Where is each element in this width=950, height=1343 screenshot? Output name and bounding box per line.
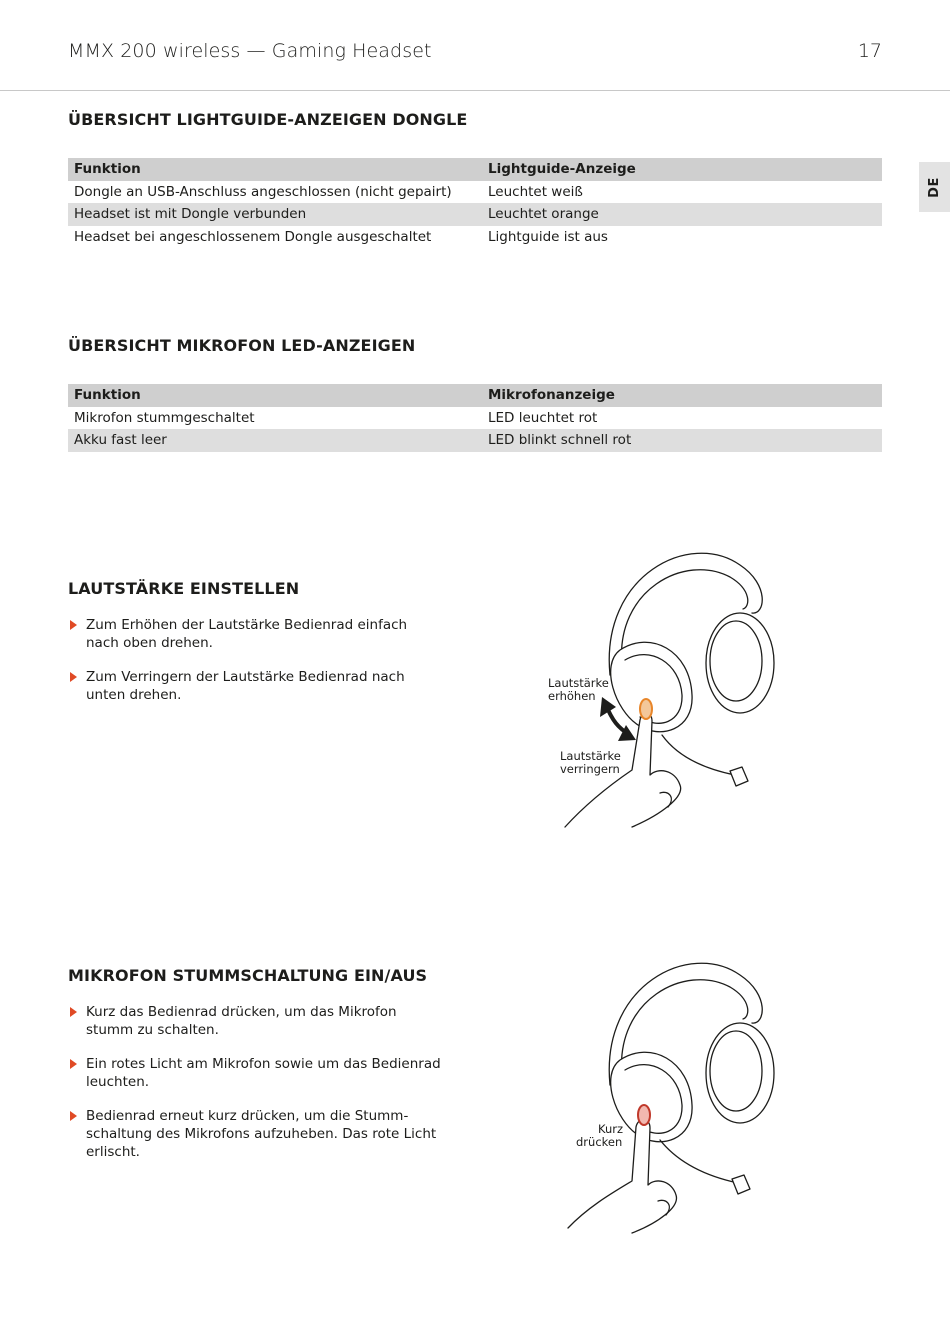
table-header-cell: Funktion bbox=[68, 158, 482, 181]
mute-steps-list bbox=[68, 1003, 448, 1177]
header-divider bbox=[0, 90, 950, 91]
section-heading-mute: MIKROFON STUMMSCHALTUNG EIN/AUS bbox=[68, 966, 428, 985]
bullet-arrow-icon bbox=[70, 620, 77, 630]
table-cell: Headset ist mit Dongle verbunden bbox=[68, 203, 482, 226]
headset-volume-illustration bbox=[540, 535, 790, 835]
bullet-arrow-icon bbox=[70, 1059, 77, 1069]
callout-press-line2: drücken bbox=[576, 1135, 623, 1149]
mic-capsule bbox=[732, 1175, 750, 1194]
bullet-arrow-icon bbox=[70, 1007, 77, 1017]
section-heading-dongle: ÜBERSICHT LIGHTGUIDE-ANZEIGEN DONGLE bbox=[68, 110, 468, 129]
table-cell: Dongle an USB-Anschluss angeschlossen (nicht gepairt) bbox=[74, 183, 452, 200]
mic-capsule bbox=[730, 767, 748, 786]
callout-volume-down-line2: verringern bbox=[560, 762, 620, 776]
language-tab-label: DE bbox=[926, 176, 942, 198]
table-header-row bbox=[68, 158, 882, 181]
step-text: Bedienrad erneut kurz drücken, um die Stumm-schaltung des Mikrofons aufzuheben. Das rote Licht erlischt. bbox=[86, 1108, 437, 1160]
right-earcup bbox=[706, 613, 774, 713]
page-number: 17 bbox=[857, 40, 882, 62]
mic-boom bbox=[660, 1140, 738, 1183]
table-row bbox=[68, 226, 882, 249]
section-heading-volume: LAUTSTÄRKE EINSTELLEN bbox=[68, 579, 300, 598]
table-row bbox=[68, 407, 882, 430]
list-item bbox=[68, 1003, 448, 1039]
list-item bbox=[68, 616, 428, 652]
list-item bbox=[68, 668, 428, 704]
table-cell: Leuchtet orange bbox=[482, 203, 882, 226]
mute-wheel-icon bbox=[638, 1105, 650, 1125]
list-item bbox=[68, 1107, 448, 1161]
table-cell: LED leuchtet rot bbox=[488, 409, 598, 426]
section-heading-mic-led: ÜBERSICHT MIKROFON LED-ANZEIGEN bbox=[68, 336, 416, 355]
volume-wheel-icon bbox=[640, 699, 652, 719]
table-header-cell: Funktion bbox=[68, 384, 482, 407]
volume-steps-list bbox=[68, 616, 428, 720]
mic-led-table bbox=[68, 384, 882, 452]
callout-volume-down-line1: Lautstärke bbox=[560, 749, 621, 763]
dongle-lightguide-table bbox=[68, 158, 882, 248]
table-cell: LED blinkt schnell rot bbox=[482, 429, 882, 452]
language-tab bbox=[919, 162, 950, 212]
table-header-cell: Mikrofonanzeige bbox=[482, 384, 882, 407]
table-cell: Headset bei angeschlossenem Dongle ausgeschaltet bbox=[74, 228, 432, 245]
callout-volume-up-line2: erhöhen bbox=[548, 689, 596, 703]
step-text: Ein rotes Licht am Mikrofon sowie um das Bedienrad leuchten. bbox=[86, 1056, 441, 1090]
right-earcup bbox=[706, 1023, 774, 1123]
table-cell: Mikrofon stummgeschaltet bbox=[74, 409, 255, 426]
table-header-cell: Lightguide-Anzeige bbox=[482, 158, 882, 181]
document-title: MMX 200 wireless — Gaming Headset bbox=[68, 40, 432, 62]
bullet-arrow-icon bbox=[70, 1111, 77, 1121]
callout-volume-up-line1: Lautstärke bbox=[548, 676, 609, 690]
bullet-arrow-icon bbox=[70, 672, 77, 682]
step-text: Zum Erhöhen der Lautstärke Bedienrad einfach nach oben drehen. bbox=[86, 617, 408, 651]
mic-boom bbox=[662, 735, 735, 775]
headset-mute-illustration bbox=[560, 945, 780, 1235]
table-cell: Lightguide ist aus bbox=[488, 228, 608, 245]
table-cell: Leuchtet weiß bbox=[488, 183, 583, 200]
table-header-row bbox=[68, 384, 882, 407]
table-row bbox=[68, 203, 882, 226]
callout-press-line1: Kurz bbox=[598, 1122, 624, 1136]
table-row bbox=[68, 181, 882, 204]
table-cell: Akku fast leer bbox=[68, 429, 482, 452]
list-item bbox=[68, 1055, 448, 1091]
step-text: Kurz das Bedienrad drücken, um das Mikrofon stumm zu schalten. bbox=[86, 1004, 397, 1038]
table-row bbox=[68, 429, 882, 452]
step-text: Zum Verringern der Lautstärke Bedienrad nach unten drehen. bbox=[86, 669, 405, 703]
